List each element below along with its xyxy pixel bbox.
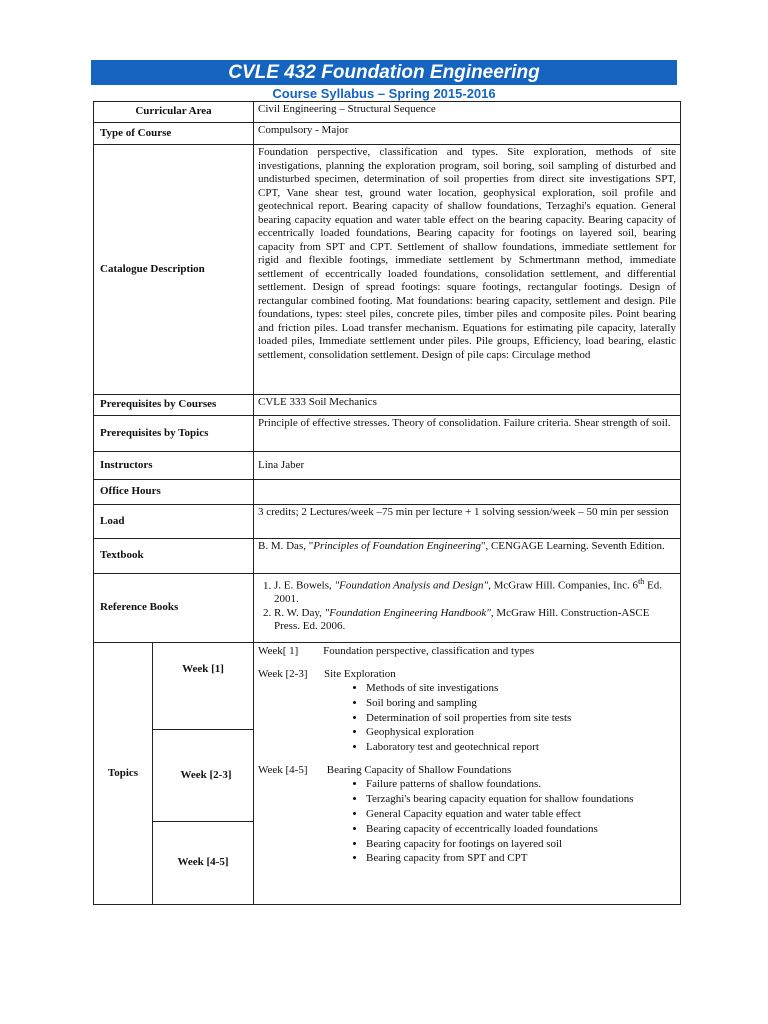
label-textbook: Textbook bbox=[94, 539, 254, 574]
list-item: • Soil boring and sampling bbox=[366, 696, 676, 711]
row-prerequisites-topics bbox=[94, 416, 681, 452]
row-load bbox=[94, 505, 681, 539]
value-type-of-course: Compulsory - Major bbox=[254, 123, 681, 145]
row-catalogue-description bbox=[94, 145, 681, 395]
list-item: • Bearing capacity from SPT and CPT bbox=[366, 851, 676, 866]
row-instructors bbox=[94, 452, 681, 480]
label-reference-books: Reference Books bbox=[94, 574, 254, 643]
textbook-title: Principles of Foundation Engineering bbox=[313, 540, 481, 552]
label-topics: Topics bbox=[94, 643, 153, 905]
week45-line: Week [4-5] Bearing Capacity of Shallow Foundations bbox=[258, 763, 512, 776]
label-catalogue-description: Catalogue Description bbox=[94, 145, 254, 395]
value-instructors: Lina Jaber bbox=[254, 452, 681, 480]
row-office-hours bbox=[94, 480, 681, 505]
week1-line: Week[ 1] Foundation perspective, classification and types bbox=[258, 645, 535, 657]
list-item: • Laboratory test and geotechnical report bbox=[366, 740, 676, 755]
list-item: • Failure patterns of shallow foundations. bbox=[366, 777, 676, 792]
row-topics-week1 bbox=[94, 643, 681, 730]
label-prerequisites-topics: Prerequisites by Topics bbox=[94, 416, 254, 452]
row-textbook bbox=[94, 539, 681, 574]
week-label-1: Week [1] bbox=[153, 643, 254, 730]
week23-topic-list bbox=[352, 681, 676, 755]
list-item: • Bearing capacity for footings on layered soil bbox=[366, 837, 676, 852]
value-prerequisites-topics: Principle of effective stresses. Theory of consolidation. Failure criteria. Shear strength of soil. bbox=[254, 416, 681, 452]
label-curricular-area: Curricular Area bbox=[94, 102, 254, 123]
list-item: • Geophysical exploration bbox=[366, 725, 676, 740]
week45-topic-list bbox=[352, 777, 676, 866]
list-item: • Bearing capacity of eccentrically loaded foundations bbox=[366, 822, 676, 837]
syllabus-table bbox=[93, 101, 681, 905]
value-catalogue-description: Foundation perspective, classification and types. Site exploration, methods of site investigations, planning the exploration program, soil boring, soil sampling of disturbed and undisturbed specimen, determination of soil properties from direct site investigations SPT, CPT, Vane shear test, ground water location, geophysical exploration, soil profile and geotechnical report. Bearing capacity of shallow foundations, Terzaghi's equation. General bearing capacity equation and water table effect on the bearing capacity. Bearing capacity of eccentrically loaded foundations, Bearing capacity for footings on layered soil, bearing capacity from SPT and CPT. Settlement of shallow foundations, immediate settlement for rigid and flexible footings, immediate settlement by Schmertmann method, immediate settlement of eccentrically loaded foundations, consolidation settlement, and differential settlement. Design of spread footings: square footings, rectangular footings. Design of rectangular combined footing. Mat foundations: bearing capacity, settlement and design. Pile foundations, types: steel piles, concrete piles, timber piles and composite piles. Point bearing and friction piles. Load transfer mechanism. Equations for estimating pile capacity, laterally loaded piles, Immediate settlement under piles. Pile groups, Efficiency, load bearing, elastic settlement, consolidation settlement. Design of pile caps: Circulage method bbox=[254, 145, 681, 395]
label-prerequisites-courses: Prerequisites by Courses bbox=[94, 395, 254, 416]
list-item: • General Capacity equation and water table effect bbox=[366, 807, 676, 822]
row-reference-books bbox=[94, 574, 681, 643]
label-type-of-course: Type of Course bbox=[94, 123, 254, 145]
label-load: Load bbox=[94, 505, 254, 539]
value-reference-books bbox=[254, 574, 681, 643]
label-instructors: Instructors bbox=[94, 452, 254, 480]
row-type-of-course bbox=[94, 123, 681, 145]
course-subtitle: Course Syllabus – Spring 2015-2016 bbox=[272, 86, 496, 101]
list-item: • Terzaghi's bearing capacity equation for shallow foundations bbox=[366, 792, 676, 807]
topics-content bbox=[254, 643, 681, 905]
week23-line: Week [2-3] Site Exploration bbox=[258, 667, 396, 680]
reference-item: 2. R. W. Day, "Foundation Engineering Handbook", McGraw Hill. Construction-ASCE Press. Ed. 2006. bbox=[274, 607, 676, 634]
value-curricular-area: Civil Engineering – Structural Sequence bbox=[254, 102, 681, 123]
week-label-2-3: Week [2-3] bbox=[153, 730, 254, 822]
row-curricular-area bbox=[94, 102, 681, 123]
value-office-hours bbox=[254, 480, 681, 505]
week-label-4-5: Week [4-5] bbox=[153, 822, 254, 905]
course-title-banner: CVLE 432 Foundation Engineering bbox=[91, 60, 677, 85]
value-load: 3 credits; 2 Lectures/week –75 min per lecture + 1 solving session/week – 50 min per session bbox=[254, 505, 681, 539]
label-office-hours: Office Hours bbox=[94, 480, 254, 505]
row-prerequisites-courses bbox=[94, 395, 681, 416]
reference-item: 1. J. E. Bowels, "Foundation Analysis and Design", McGraw Hill. Companies, Inc. 6th Ed. 2001. bbox=[274, 575, 676, 607]
reference-list bbox=[258, 575, 676, 634]
textbook-suffix: ", CENGAGE Learning. Seventh Edition. bbox=[480, 540, 665, 552]
list-item: • Determination of soil properties from site tests bbox=[366, 711, 676, 726]
value-prerequisites-courses: CVLE 333 Soil Mechanics bbox=[254, 395, 681, 416]
value-textbook bbox=[254, 539, 681, 574]
list-item: • Methods of site investigations bbox=[366, 681, 676, 696]
textbook-prefix: B. M. Das, " bbox=[258, 540, 314, 552]
